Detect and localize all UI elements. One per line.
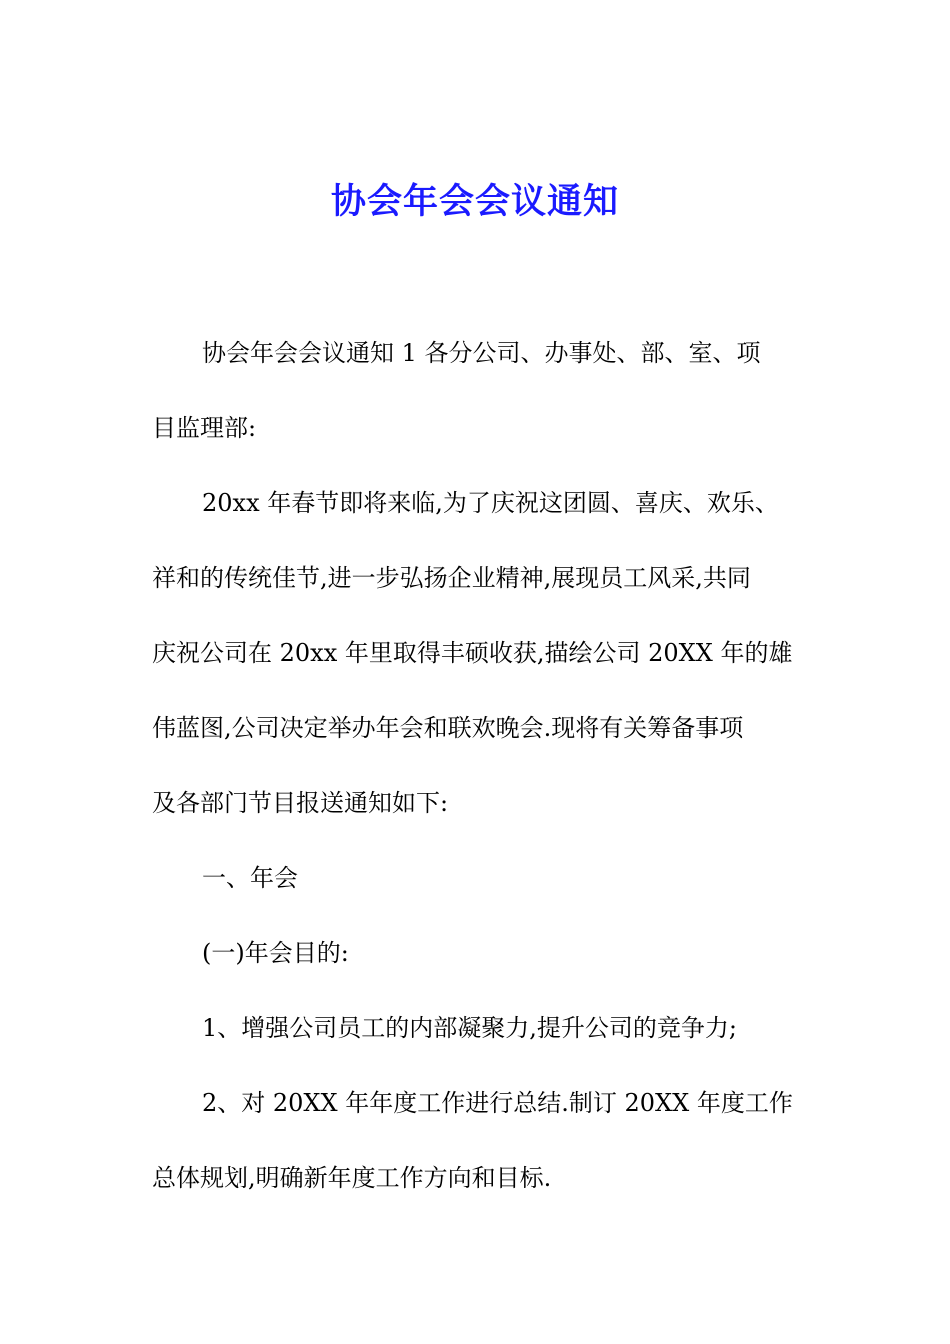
list-item: 1、增强公司员工的内部凝聚力,提升公司的竞争力; — [202, 1014, 737, 1042]
paragraph-line: 20xx 年春节即将来临,为了庆祝这团圆、喜庆、欢乐、 — [202, 489, 779, 517]
paragraph-line: 目监理部: — [152, 414, 257, 442]
list-item-continuation: 总体规划,明确新年度工作方向和目标. — [152, 1164, 552, 1192]
paragraph-line: 协会年会会议通知 1 各分公司、办事处、部、室、项 — [202, 339, 761, 367]
paragraph-line: 伟蓝图,公司决定举办年会和联欢晚会.现将有关筹备事项 — [152, 714, 744, 742]
document-body — [152, 322, 804, 1222]
paragraph-line: 庆祝公司在 20xx 年里取得丰硕收获,描绘公司 20XX 年的雄 — [152, 639, 793, 667]
section-heading: 一、年会 — [202, 864, 298, 892]
paragraph-line: 祥和的传统佳节,进一步弘扬企业精神,展现员工风采,共同 — [152, 564, 751, 592]
document-title: 协会年会会议通知 — [330, 181, 619, 222]
paragraph-line: 及各部门节目报送通知如下: — [152, 789, 449, 817]
list-item: 2、对 20XX 年年度工作进行总结.制订 20XX 年度工作 — [202, 1089, 793, 1117]
subsection-heading: (一)年会目的: — [202, 939, 349, 967]
